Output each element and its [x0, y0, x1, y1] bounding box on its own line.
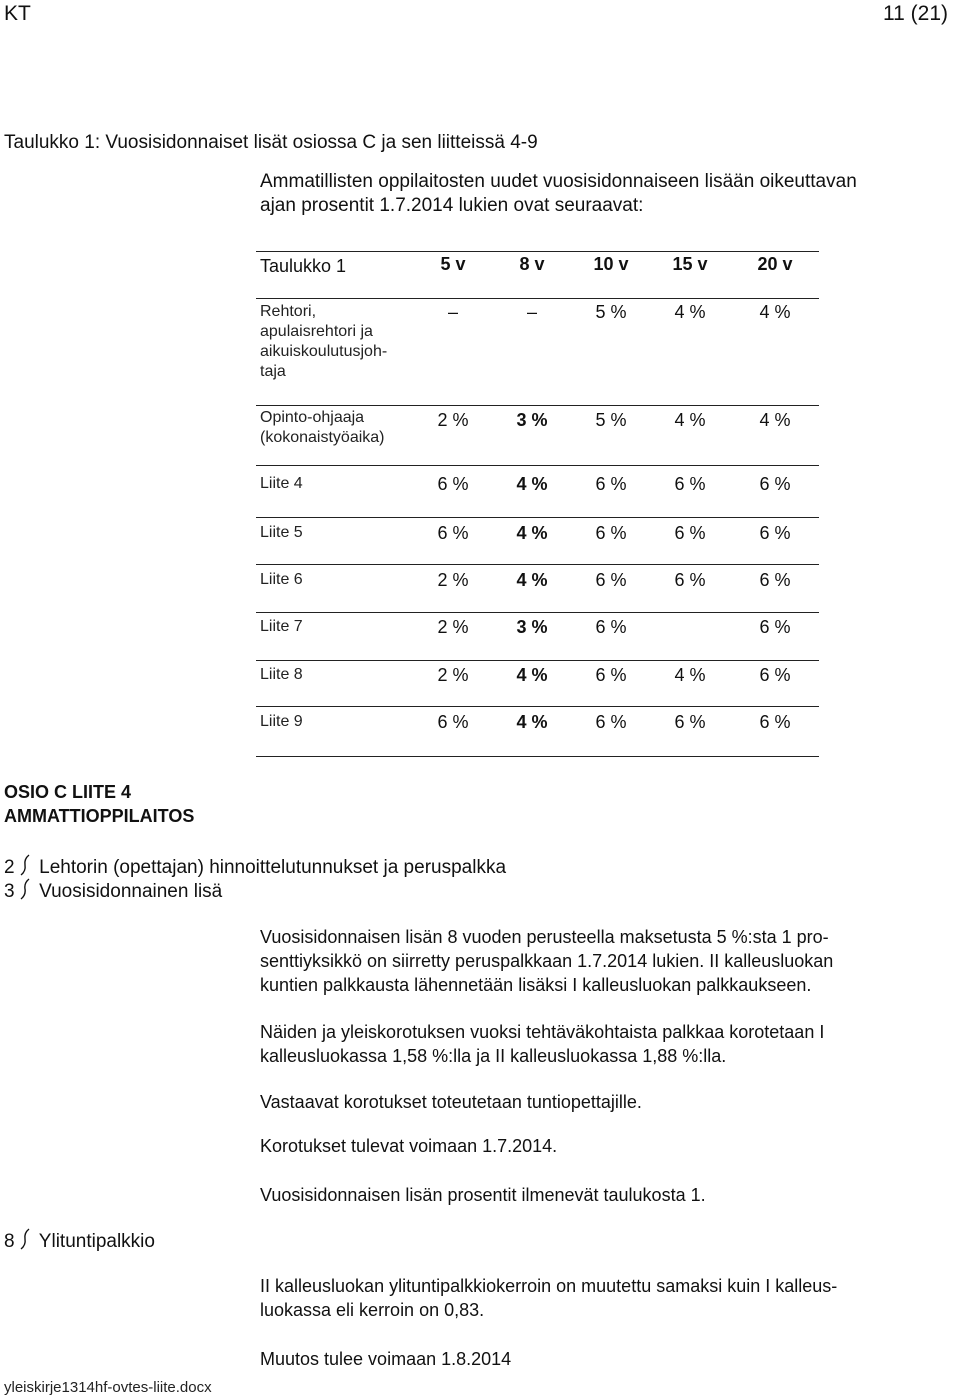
- section-item-3: [4, 878, 222, 904]
- table-cell: 6 %: [674, 712, 706, 732]
- table-cell: 6 %: [674, 474, 706, 494]
- document-header-left: KT: [4, 2, 31, 25]
- table-cell: 4 %: [674, 665, 706, 685]
- table-row-label: Rehtori, apulaisrehtori ja aikuiskoulutusjoh- taja: [260, 303, 388, 380]
- table-rule: [256, 660, 819, 661]
- table-cell: 6 %: [595, 665, 627, 685]
- table-cell: 2 %: [437, 570, 469, 590]
- table-cell: 6 %: [759, 712, 791, 732]
- table-header-10v: 10 v: [593, 254, 629, 274]
- table-cell: 4 %: [516, 570, 548, 590]
- table-cell: 4 %: [516, 712, 548, 732]
- table-row-label: Liite 8: [260, 666, 303, 683]
- table-rule: [256, 298, 819, 299]
- table-cell: 6 %: [759, 523, 791, 543]
- table-header-5v: 5 v: [440, 254, 466, 274]
- table-cell: 6 %: [674, 570, 706, 590]
- table-cell: 4 %: [674, 410, 706, 430]
- table-rule: [256, 612, 819, 613]
- table-cell: 2 %: [437, 617, 469, 637]
- table-header-15v: 15 v: [672, 254, 708, 274]
- table-cell: 6 %: [437, 712, 469, 732]
- table-cell: 3 %: [516, 410, 548, 430]
- table-rule: [256, 564, 819, 565]
- table-caption: Taulukko 1: Vuosisidonnaiset lisät osiossa C ja sen liitteissä 4-9: [4, 132, 538, 153]
- table-cell: 6 %: [437, 474, 469, 494]
- table-cell: 6 %: [759, 570, 791, 590]
- table-cell: 4 %: [759, 410, 791, 430]
- section-item-text: Vuosisidonnainen lisä: [39, 881, 223, 902]
- section-item-number: 3: [4, 881, 15, 902]
- section-item-text: Lehtorin (opettajan) hinnoittelutunnukset ja peruspalkka: [39, 857, 507, 878]
- table-header-20v: 20 v: [757, 254, 793, 274]
- table-cell: 6 %: [759, 617, 791, 637]
- section-item-number: 2: [4, 857, 15, 878]
- table-cell: 6 %: [595, 474, 627, 494]
- table-rule: [256, 517, 819, 518]
- table-cell: 4 %: [516, 523, 548, 543]
- table-row-label: Liite 4: [260, 475, 303, 492]
- table-row-label: Liite 9: [260, 713, 303, 730]
- table-top-rule: [256, 251, 819, 252]
- footer-filename: yleiskirje1314hf-ovtes-liite.docx: [4, 1379, 212, 1396]
- table-cell: –: [447, 302, 458, 322]
- table-cell: 6 %: [595, 617, 627, 637]
- table-cell: 2 %: [437, 665, 469, 685]
- table-cell: 6 %: [595, 712, 627, 732]
- paragraph: Vuosisidonnaisen lisän 8 vuoden perusteella maksetusta 5 %:sta 1 pro- senttiyksikkö on siirretty peruspalkkaan 1.7.2014 lukien. II kalleusluokan kuntien palkkausta lähennetään lisäksi I kalleusluokan palkkaukseen.: [260, 927, 834, 995]
- table-row-label: Liite 7: [260, 618, 303, 635]
- table-cell: 5 %: [595, 410, 627, 430]
- table-cell: –: [526, 302, 537, 322]
- page-number: 11 (21): [883, 2, 948, 25]
- intro-line-2: ajan prosentit 1.7.2014 lukien ovat seuraavat:: [260, 195, 644, 216]
- paragraph: II kalleusluokan ylituntipalkkiokerroin on muutettu samaksi kuin I kalleus- luokassa eli kerroin on 0,83.: [260, 1276, 838, 1320]
- table-rule: [256, 405, 819, 406]
- section-item-text: Ylituntipalkkio: [38, 1231, 155, 1252]
- table-bottom-rule: [256, 756, 819, 757]
- table-cell: 2 %: [437, 410, 469, 430]
- table-cell: 4 %: [759, 302, 791, 322]
- table-cell: 4 %: [516, 474, 548, 494]
- paragraph: Vuosisidonnaisen lisän prosentit ilmenevät taulukosta 1.: [260, 1185, 706, 1205]
- section-sign-icon: [20, 1228, 34, 1248]
- table-cell: 6 %: [595, 570, 627, 590]
- table-rule: [256, 706, 819, 707]
- section-title: OSIO C LIITE 4 AMMATTIOPPILAITOS: [4, 782, 195, 826]
- table-cell: 3 %: [516, 617, 548, 637]
- table-cell: 6 %: [759, 474, 791, 494]
- table-cell: 6 %: [759, 665, 791, 685]
- table-cell: 6 %: [595, 523, 627, 543]
- paragraph: Näiden ja yleiskorotuksen vuoksi tehtäväkohtaista palkkaa korotetaan I kalleusluokassa 1,58 %:lla ja II kalleusluokassa 1,88 %:lla.: [260, 1022, 825, 1066]
- section-item-2: [4, 854, 506, 880]
- section-sign-icon: [20, 854, 34, 874]
- paragraph: Korotukset tulevat voimaan 1.7.2014.: [260, 1136, 558, 1156]
- paragraph: Vastaavat korotukset toteutetaan tuntiopettajille.: [260, 1092, 642, 1112]
- intro-line-1: Ammatillisten oppilaitosten uudet vuosisidonnaiseen lisään oikeuttavan: [260, 171, 857, 192]
- paragraph: Muutos tulee voimaan 1.8.2014: [260, 1349, 512, 1369]
- table-row-label: Liite 6: [260, 571, 303, 588]
- table-cell: 5 %: [595, 302, 627, 322]
- section-sign-icon: [20, 878, 34, 898]
- table-cell: 6 %: [674, 523, 706, 543]
- table-cell: 6 %: [437, 523, 469, 543]
- table-header-8v: 8 v: [519, 254, 545, 274]
- table-rule: [256, 465, 819, 466]
- section-item-number: 8: [4, 1231, 15, 1252]
- table-header-label: Taulukko 1: [260, 256, 347, 276]
- table-cell: 4 %: [674, 302, 706, 322]
- table-cell: 4 %: [516, 665, 548, 685]
- table-row-label: Opinto-ohjaaja (kokonaistyöaika): [260, 409, 385, 446]
- table-row-label: Liite 5: [260, 524, 303, 541]
- section-item-8: [4, 1228, 155, 1254]
